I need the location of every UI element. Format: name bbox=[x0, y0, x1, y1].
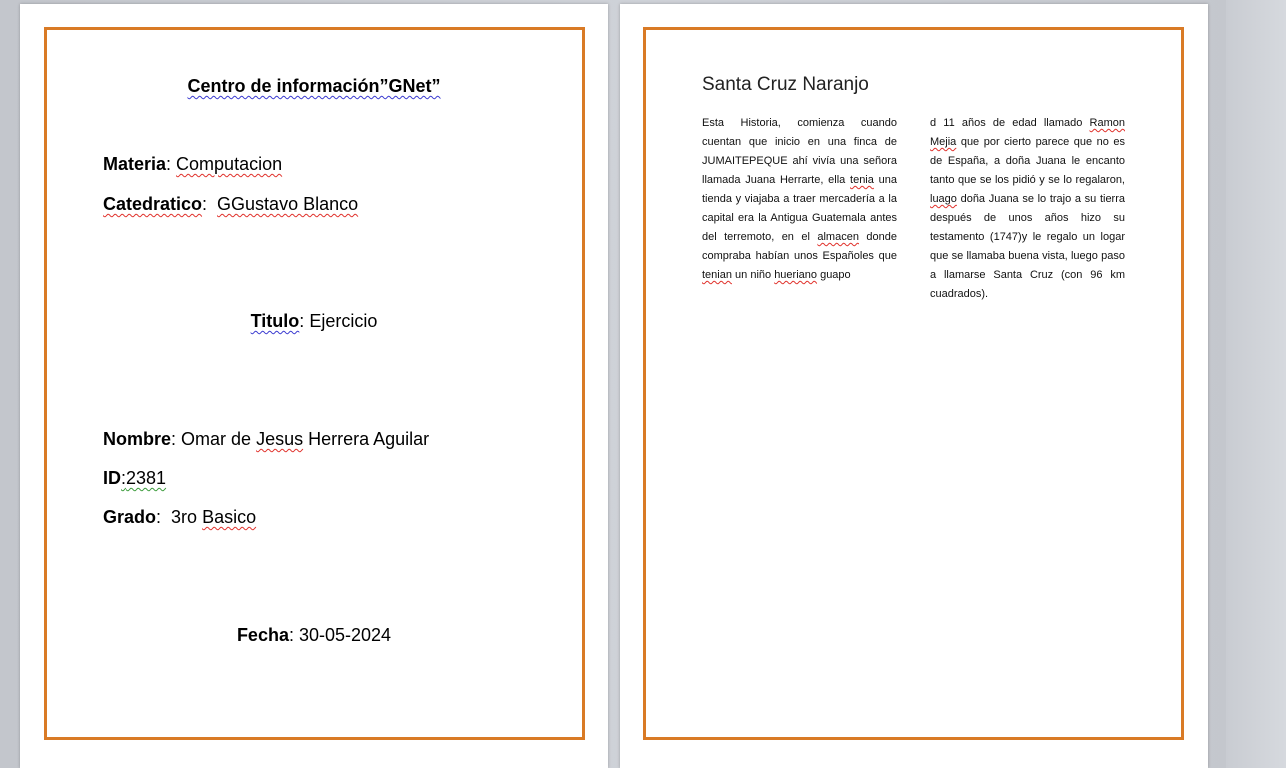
grado-label: Grado bbox=[103, 507, 157, 527]
col1-text: Esta Historia, comienza cuando cuentan que inicio en una finca de JUMAITEPEQUE ahí vivía una señora llamada Juana Herrarte, ella bbox=[702, 117, 897, 186]
fecha-line: Fecha: 30-05-2024 bbox=[236, 625, 392, 645]
materia-value: Computacion bbox=[176, 154, 283, 174]
cover-header-text: Centro de información”GNet” bbox=[187, 76, 441, 96]
catedratico-line: Catedratico: GGustavo Blanco bbox=[103, 194, 359, 214]
materia-label: Materia bbox=[103, 154, 167, 174]
col1-text: una tienda y viajaba a traer mercadería a la capital era la Antigua Guatemala antes del terremoto, en el bbox=[702, 174, 897, 243]
id-label: ID bbox=[103, 468, 121, 488]
col2-word-luago: luago bbox=[930, 193, 957, 205]
grado-value-2: Basico bbox=[202, 507, 257, 527]
catedratico-value: GGustavo Blanco bbox=[217, 194, 359, 214]
grado-line: Grado: 3ro Basico bbox=[103, 507, 257, 527]
titulo-label: Titulo bbox=[250, 311, 300, 331]
titulo-value: Ejercicio bbox=[309, 311, 378, 331]
cover-header bbox=[20, 76, 608, 97]
col1-word-tenia: tenia bbox=[850, 174, 874, 186]
workspace-gutter bbox=[1226, 0, 1286, 768]
nombre-line: Nombre: Omar de Jesus Herrera Aguilar bbox=[103, 429, 430, 449]
col1-text: guapo bbox=[817, 269, 851, 281]
col1-text: un niño bbox=[731, 269, 775, 281]
catedratico-label: Catedratico bbox=[103, 194, 203, 214]
id-value: 2381 bbox=[126, 468, 167, 488]
col2-name-ramon-mejia: Ramon Mejia bbox=[930, 117, 1125, 148]
col1-word-almacen: almacen bbox=[817, 231, 859, 243]
nombre-label: Nombre bbox=[103, 429, 172, 449]
cover-page bbox=[20, 4, 608, 768]
nombre-value-3: Herrera Aguilar bbox=[303, 429, 430, 449]
col2-text: d 11 años de edad llamado bbox=[930, 117, 1090, 129]
story-page bbox=[620, 4, 1208, 768]
materia-line: Materia: Computacion bbox=[103, 154, 283, 174]
col1-word-hueriano: hueriano bbox=[774, 269, 818, 281]
col2-text: que por cierto parece que no es de España, a doña Juana le encanto tanto que se los pidió y se lo regalaron, bbox=[930, 136, 1125, 186]
story-column-1 bbox=[702, 114, 897, 285]
nombre-value-1: Omar de bbox=[181, 429, 257, 449]
grado-value-1: 3ro bbox=[171, 507, 203, 527]
col1-word-tenian: tenian bbox=[702, 269, 732, 281]
id-line: ID:2381 bbox=[103, 468, 167, 488]
story-column-2 bbox=[930, 114, 1125, 304]
nombre-value-2: Jesus bbox=[256, 429, 304, 449]
col2-text: doña Juana se lo trajo a su tierra después de unos años hizo su testamento (1747)y le regalo un logar que se llamaba buena vista, luego paso a llamarse Santa Cruz (con 96 km cuadrados). bbox=[930, 193, 1125, 300]
titulo-line: Titulo: Ejercicio bbox=[250, 311, 378, 331]
story-title: Santa Cruz Naranjo bbox=[702, 74, 869, 95]
col1-text: donde compraba habían unos Españoles que bbox=[702, 231, 897, 262]
fecha-label: Fecha bbox=[236, 625, 289, 645]
fecha-value: 30-05-2024 bbox=[298, 625, 392, 645]
